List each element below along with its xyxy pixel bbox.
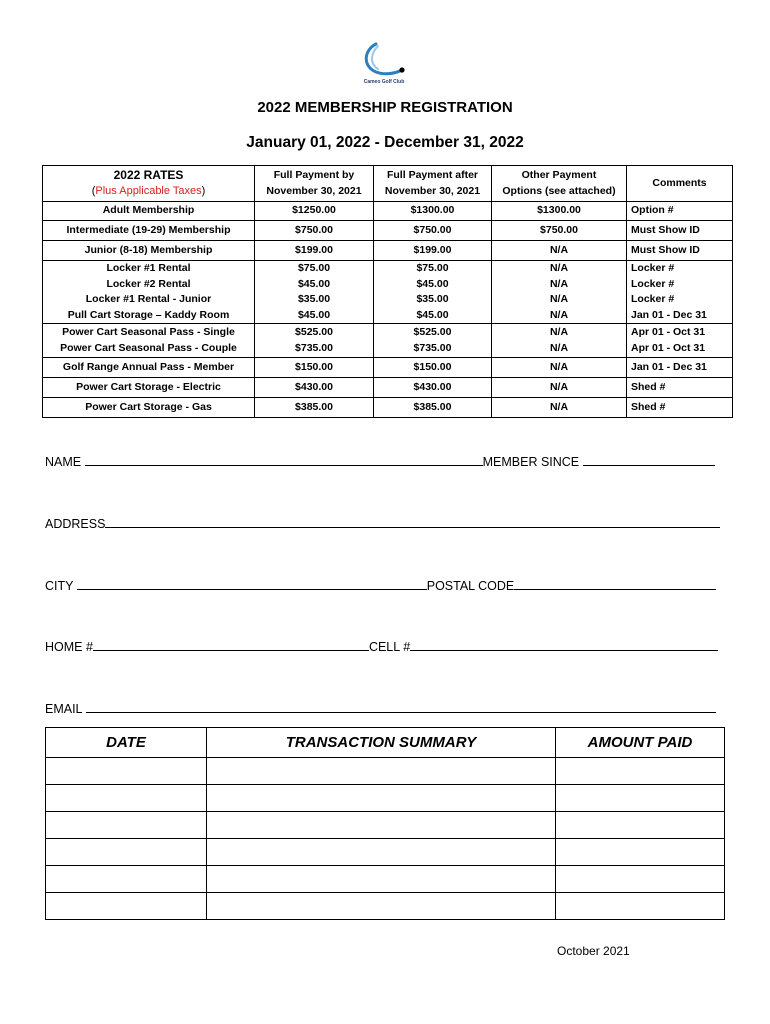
full-payment-after-header: Full Payment after November 30, 2021 (374, 166, 492, 202)
comment: Shed # (631, 380, 666, 393)
rates-row (43, 202, 733, 221)
price-by-deadline: $1250.00 (292, 204, 336, 217)
other-payment-price: N/A (549, 293, 569, 305)
date-cell[interactable] (46, 866, 207, 893)
price-by-deadline: $150.00 (295, 360, 333, 373)
rate-item-label: Adult Membership (102, 204, 195, 217)
comment: Locker # (631, 293, 675, 305)
price-by-deadline: $385.00 (295, 400, 333, 413)
name-input-line[interactable] (85, 453, 483, 466)
price-after-deadline: $35.00 (416, 293, 449, 305)
comment-cell (627, 221, 733, 241)
rates-row (43, 241, 733, 261)
price-after-deadline: $45.00 (416, 277, 449, 290)
comment: Apr 01 - Oct 31 (631, 341, 706, 354)
other-payment-price: $750.00 (540, 223, 578, 236)
amount-cell[interactable] (556, 758, 725, 785)
transaction-summary-header: TRANSACTION SUMMARY (207, 728, 556, 758)
rates-header-row (43, 166, 733, 202)
price-after-deadline-cell (374, 221, 492, 241)
price-by-deadline: $199.00 (295, 243, 333, 256)
price-by-deadline-cell (255, 202, 374, 221)
comment-cell (627, 261, 733, 324)
transaction-row (46, 866, 725, 893)
other-payment-price: $1300.00 (537, 204, 581, 217)
transaction-row (46, 758, 725, 785)
price-by-deadline-cell (255, 241, 374, 261)
other-payment-price-cell (492, 221, 627, 241)
rates-row (43, 261, 733, 324)
date-cell[interactable] (46, 839, 207, 866)
rate-item-label: Power Cart Storage - Electric (76, 380, 221, 393)
date-cell[interactable] (46, 785, 207, 812)
home-phone-input-line[interactable] (93, 638, 369, 651)
price-after-deadline-cell (374, 358, 492, 378)
other-payment-price: N/A (549, 341, 569, 354)
amount-cell[interactable] (556, 893, 725, 920)
home-phone-label: HOME # (45, 640, 93, 654)
rates-table (42, 165, 733, 418)
amount-paid-header: AMOUNT PAID (556, 728, 725, 758)
comment: Must Show ID (631, 243, 700, 256)
rate-item-label-cell (43, 398, 255, 418)
summary-cell[interactable] (207, 866, 556, 893)
comment: Option # (631, 204, 674, 217)
transaction-table (45, 727, 725, 920)
cell-phone-input-line[interactable] (410, 638, 718, 651)
price-by-deadline-cell (255, 324, 374, 358)
price-after-deadline: $150.00 (413, 360, 452, 373)
postal-code-label: POSTAL CODE (426, 579, 515, 593)
price-by-deadline: $735.00 (295, 341, 333, 354)
price-after-deadline-cell (374, 202, 492, 221)
other-payment-price: N/A (549, 308, 569, 321)
other-payment-price-cell (492, 398, 627, 418)
rate-item-label: Locker #1 Rental - Junior (85, 293, 212, 305)
city-input-line[interactable] (77, 577, 427, 590)
member-since-label: MEMBER SINCE (482, 455, 580, 469)
rate-item-label-cell (43, 221, 255, 241)
rate-item-label: Locker #2 Rental (106, 277, 191, 290)
comment: Apr 01 - Oct 31 (631, 326, 706, 338)
email-input-line[interactable] (86, 700, 716, 713)
other-payment-price-cell (492, 378, 627, 398)
taxes-note: (Plus Applicable Taxes) (91, 184, 206, 197)
rate-item-label-cell (43, 358, 255, 378)
other-payment-price-cell (492, 261, 627, 324)
price-by-deadline: $45.00 (297, 277, 331, 290)
date-cell[interactable] (46, 893, 207, 920)
other-payment-price: N/A (549, 380, 569, 393)
price-by-deadline: $750.00 (295, 223, 333, 236)
name-label: NAME (45, 455, 82, 469)
comment: Jan 01 - Dec 31 (631, 360, 707, 373)
rates-row (43, 358, 733, 378)
comments-header: Comments (627, 166, 733, 202)
rate-item-label: Intermediate (19-29) Membership (66, 223, 231, 236)
comment: Locker # (631, 277, 675, 290)
member-since-input-line[interactable] (583, 453, 715, 466)
other-payment-price: N/A (549, 262, 569, 274)
transaction-row (46, 839, 725, 866)
cell-phone-label: CELL # (368, 640, 411, 654)
comment-cell (627, 241, 733, 261)
amount-cell[interactable] (556, 812, 725, 839)
date-cell[interactable] (46, 758, 207, 785)
email-label: EMAIL (45, 702, 83, 716)
price-by-deadline: $75.00 (297, 262, 331, 274)
full-payment-by-header: Full Payment by November 30, 2021 (255, 166, 374, 202)
other-payment-price-cell (492, 358, 627, 378)
comment-cell (627, 358, 733, 378)
other-payment-price: N/A (549, 360, 569, 373)
rate-item-label-cell (43, 241, 255, 261)
rates-row (43, 221, 733, 241)
price-by-deadline: $525.00 (295, 326, 333, 338)
amount-cell[interactable] (556, 785, 725, 812)
date-cell[interactable] (46, 812, 207, 839)
comment: Locker # (631, 262, 675, 274)
city-label: CITY (45, 579, 74, 593)
price-by-deadline-cell (255, 261, 374, 324)
rate-item-label-cell (43, 324, 255, 358)
membership-period: January 01, 2022 - December 31, 2022 (246, 134, 524, 151)
price-after-deadline-cell (374, 261, 492, 324)
price-after-deadline: $1300.00 (410, 204, 455, 217)
logo-text: Cameo Golf Club (363, 79, 405, 85)
other-payment-price-cell (492, 324, 627, 358)
price-after-deadline-cell (374, 378, 492, 398)
rate-item-label: Power Cart Seasonal Pass - Couple (60, 341, 237, 354)
rate-item-label-cell (43, 202, 255, 221)
other-payment-price-cell (492, 241, 627, 261)
other-payment-price: N/A (549, 326, 569, 338)
comment-cell (627, 324, 733, 358)
price-after-deadline: $385.00 (413, 400, 452, 413)
transaction-row (46, 893, 725, 920)
rates-row (43, 378, 733, 398)
comment-cell (627, 202, 733, 221)
footer-date: October 2021 (557, 944, 630, 958)
address-field[interactable] (45, 515, 720, 531)
summary-cell[interactable] (207, 812, 556, 839)
price-by-deadline-cell (255, 221, 374, 241)
summary-cell[interactable] (207, 839, 556, 866)
name-field[interactable] (45, 453, 715, 469)
rate-item-label: Locker #1 Rental (106, 262, 191, 274)
rate-item-label: Pull Cart Storage – Kaddy Room (67, 308, 230, 321)
rate-item-label-cell (43, 378, 255, 398)
price-after-deadline: $750.00 (413, 223, 452, 236)
transaction-header-row (46, 728, 725, 758)
price-after-deadline: $75.00 (416, 262, 449, 274)
price-after-deadline-cell (374, 241, 492, 261)
rate-item-label: Power Cart Storage - Gas (85, 400, 212, 413)
summary-cell[interactable] (207, 758, 556, 785)
phone-field[interactable] (45, 638, 718, 654)
address-input-line[interactable] (105, 515, 720, 528)
price-after-deadline: $735.00 (413, 341, 452, 354)
price-after-deadline: $45.00 (416, 308, 449, 321)
document-title: 2022 MEMBERSHIP REGISTRATION (257, 99, 513, 116)
price-after-deadline: $525.00 (413, 326, 452, 338)
price-by-deadline-cell (255, 398, 374, 418)
summary-cell[interactable] (207, 785, 556, 812)
other-payment-price: N/A (549, 243, 569, 256)
price-by-deadline: $45.00 (297, 308, 331, 321)
transaction-row (46, 785, 725, 812)
price-after-deadline-cell (374, 398, 492, 418)
rates-title: 2022 RATES (113, 168, 184, 182)
transaction-row (46, 812, 725, 839)
address-label: ADDRESS (45, 517, 106, 531)
amount-cell[interactable] (556, 866, 725, 893)
price-by-deadline: $35.00 (297, 293, 331, 305)
date-header: DATE (46, 728, 207, 758)
price-by-deadline-cell (255, 378, 374, 398)
comment: Jan 01 - Dec 31 (631, 308, 707, 321)
amount-cell[interactable] (556, 839, 725, 866)
rates-header (43, 166, 255, 202)
rate-item-label: Golf Range Annual Pass - Member (62, 360, 235, 373)
rates-row (43, 398, 733, 418)
price-by-deadline-cell (255, 358, 374, 378)
other-payment-header: Other Payment Options (see attached) (492, 166, 627, 202)
comment-cell (627, 398, 733, 418)
price-after-deadline: $199.00 (413, 243, 452, 256)
other-payment-price: N/A (549, 400, 569, 413)
other-payment-price-cell (492, 202, 627, 221)
comment: Shed # (631, 400, 666, 413)
rate-item-label-cell (43, 261, 255, 324)
rate-item-label: Junior (8-18) Membership (84, 243, 213, 256)
comment-cell (627, 378, 733, 398)
email-field[interactable] (45, 700, 716, 716)
price-after-deadline: $430.00 (413, 380, 452, 393)
rate-item-label: Power Cart Seasonal Pass - Single (62, 326, 235, 338)
summary-cell[interactable] (207, 893, 556, 920)
price-after-deadline-cell (374, 324, 492, 358)
rates-row (43, 324, 733, 358)
other-payment-price: N/A (549, 277, 569, 290)
postal-code-input-line[interactable] (514, 577, 716, 590)
price-by-deadline: $430.00 (295, 380, 333, 393)
comment: Must Show ID (631, 223, 700, 236)
city-field[interactable] (45, 577, 716, 593)
